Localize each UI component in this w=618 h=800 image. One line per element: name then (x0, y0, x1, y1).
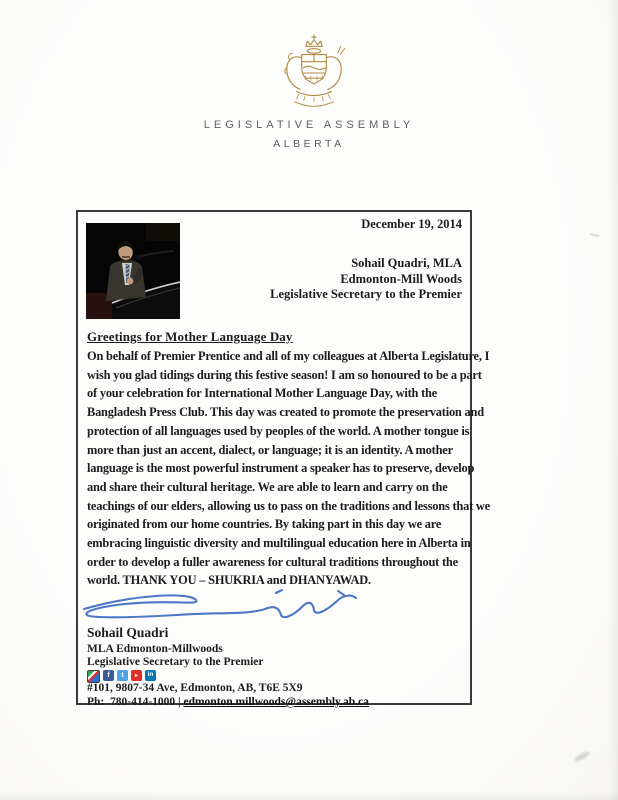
scan-edge-shade (0, 792, 618, 800)
recipient-block (270, 256, 462, 303)
body-line: world. THANK YOU – SHUKRIA and DHANYAWAD. (87, 573, 371, 588)
body-line: of your celebration for International Mother Language Day, with the (87, 386, 438, 401)
speaker-photo (86, 223, 180, 319)
letter-subject: Greetings for Mother Language Day (87, 329, 293, 344)
org-name: LEGISLATIVE ASSEMBLY (203, 119, 415, 131)
recipient-name: Sohail Quadri, MLA (351, 256, 462, 270)
scan-smudge (574, 751, 590, 763)
letter-body (87, 347, 490, 590)
body-line: On behalf of Premier Prentice and all of my colleagues at Alberta Legislature, I (87, 349, 490, 363)
contact-line (87, 696, 369, 708)
recipient-riding: Edmonton-Mill Woods (340, 271, 462, 286)
body-line: more than just an accent, dialect, or language; it is an identity. A mother (87, 442, 453, 457)
alberta-coat-of-arms-icon (274, 33, 354, 113)
body-line: protection of all languages used by peoples of the world. A mother tongue is (87, 423, 470, 438)
signer-title-1: MLA Edmonton-Millwoods (87, 643, 223, 655)
body-line: wish you glad tidings during this festive season! I am so honoured to be a part (87, 367, 482, 382)
separator: | (178, 696, 181, 708)
body-line: order to develop a fuller awareness for cultural traditions throughout the (87, 554, 458, 569)
signer-name: Sohail Quadri (87, 625, 169, 640)
body-line: originated from our home countries. By taking part in this day we are (87, 517, 442, 532)
signer-title-2: Legislative Secretary to the Premier (87, 656, 264, 668)
body-line: Bangladesh Press Club. This day was created to promote the preservation and (87, 405, 484, 420)
scan-edge-shade (608, 0, 618, 800)
linkedin-icon: in (145, 670, 156, 681)
office-address: #101, 9807-34 Ave, Edmonton, AB, T6E 5X9 (87, 682, 303, 694)
body-line: embracing linguistic diversity and multilingual education here in Alberta in (87, 536, 471, 551)
recipient-title: Legislative Secretary to the Premier (270, 287, 462, 301)
letter-border-box (76, 210, 490, 708)
youtube-icon: ▸ (131, 670, 142, 681)
org-region: ALBERTA (273, 138, 345, 150)
email-link[interactable]: edmonton.millwoods@assembly.ab.ca (183, 696, 369, 708)
handwritten-signature (79, 588, 371, 626)
body-line: language is the most powerful instrument a speaker has to preserve, develop (87, 461, 475, 476)
phone-label: Ph: (87, 696, 105, 708)
body-line: and share their cultural heritage. We are able to learn and carry on the (87, 479, 448, 494)
scan-smudge (590, 233, 599, 237)
facebook-icon: f (103, 670, 114, 681)
body-line: teachings of our elders, allowing us to pass on the traditions and lessons that we (87, 498, 490, 513)
twitter-icon: t (117, 670, 128, 681)
phone-number: 780-414-1000 (110, 696, 176, 708)
letter-date: December 19, 2014 (361, 217, 462, 231)
